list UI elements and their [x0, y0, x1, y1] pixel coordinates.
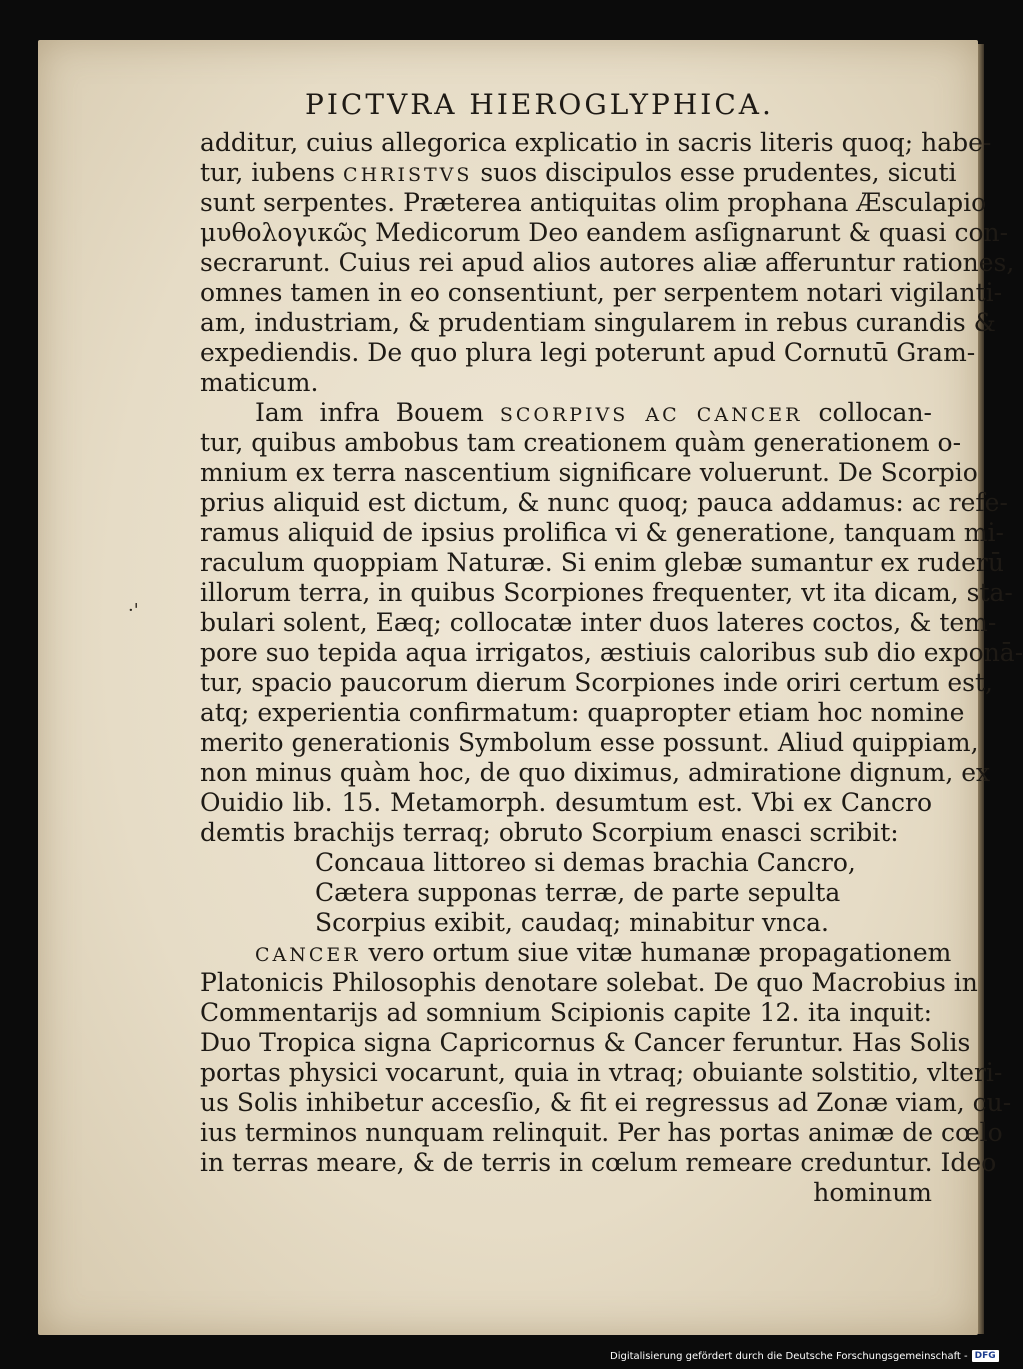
text-line: portas physici vocarunt, quia in vtraq; obuiante solstitio, vlteri- [200, 1058, 1003, 1087]
text-line: secrarunt. Cuius rei apud alios autores aliæ afferuntur rationes, [200, 248, 1015, 277]
small-caps-name: CANCER [255, 944, 361, 966]
catchword: hominum [813, 1178, 932, 1207]
verse-line: Cætera supponas terræ, de parte sepulta [315, 878, 841, 907]
text-line: mnium ex terra nascentium significare voluerunt. De Scorpio [200, 458, 978, 487]
text-line: illorum terra, in quibus Scorpiones frequenter, vt ita dicam, sta- [200, 578, 1013, 607]
text-line: μυθολογικῶς Medicorum Deo eandem asſignarunt & quasi con- [200, 218, 1009, 247]
text-line: in terras meare, & de terris in cœlum remeare creduntur. Ideo [200, 1148, 997, 1177]
body-text [200, 128, 1023, 1208]
text-line: raculum quoppiam Naturæ. Si enim glebæ sumantur ex ruderū [200, 548, 1004, 577]
text-line: Duo Tropica signa Capricornus & Cancer feruntur. Has Solis [200, 1028, 971, 1057]
running-head: PICTVRA HIEROGLYPHICA. [305, 88, 774, 121]
text-line: tur, spacio paucorum dierum Scorpiones inde oriri certum est, [200, 668, 993, 697]
text-line: merito generationis Symbolum esse possunt. Aliud quippiam, [200, 728, 979, 757]
text-line: tur, iubens CHRISTVS suos discipulos esse prudentes, sicuti [200, 158, 957, 187]
verse-line: Concaua littoreo si demas brachia Cancro, [315, 848, 856, 877]
text-line: demtis brachijs terraq; obruto Scorpium enasci scribit: [200, 818, 899, 847]
footer-text: Digitalisierung gefördert durch die Deutsche Forschungsgemeinschaft - [610, 1350, 968, 1362]
text-line: atq; experientia confirmatum: quapropter etiam hoc nomine [200, 698, 965, 727]
text-line: Ouidio lib. 15. Metamorph. desumtum est. Vbi ex Cancro [200, 788, 932, 817]
small-caps-name: CHRISTVS [343, 164, 473, 186]
text-line: Platonicis Philosophis denotare solebat. De quo Macrobius in [200, 968, 978, 997]
text-line: us Solis inhibetur accesſio, & fit ei regressus ad Zonæ viam, cu- [200, 1088, 1012, 1117]
text-line: Iam infra Bouem SCORPIVS AC CANCER collocan- [255, 398, 932, 427]
text-line: non minus quàm hoc, de quo diximus, admiratione dignum, ex [200, 758, 991, 787]
text-line: omnes tamen in eo consentiunt, per serpentem notari vigilanti- [200, 278, 1003, 307]
dfg-logo: DFG [972, 1350, 999, 1362]
verse-line: Scorpius exibit, caudaq; minabitur vnca. [315, 908, 829, 937]
text-line: prius aliquid est dictum, & nunc quoq; pauca addamus: ac refe- [200, 488, 1008, 517]
digitization-credit [610, 1350, 999, 1362]
margin-mark: ·' [128, 600, 139, 621]
text-line: maticum. [200, 368, 319, 397]
text-line: sunt serpentes. Præterea antiquitas olim prophana Æsculapio [200, 188, 987, 217]
text-line: bulari solent, Eæq; collocatæ inter duos lateres coctos, & tem- [200, 608, 997, 637]
text-line: ramus aliquid de ipsius prolifica vi & generatione, tanquam mi- [200, 518, 1004, 547]
text-line: additur, cuius allegorica explicatio in sacris literis quoq; habe- [200, 128, 992, 157]
text-line: Commentarijs ad somnium Scipionis capite 12. ita inquit: [200, 998, 932, 1027]
small-caps-name: SCORPIVS AC CANCER [499, 404, 803, 426]
text-line: pore suo tepida aqua irrigatos, æstiuis caloribus sub dio exponā- [200, 638, 1023, 667]
text-line: tur, quibus ambobus tam creationem quàm generationem o- [200, 428, 962, 457]
text-line: am, industriam, & prudentiam singularem in rebus curandis & [200, 308, 996, 337]
text-line: CANCER vero ortum siue vitæ humanæ propagationem [255, 938, 952, 967]
text-line: ius terminos nunquam relinquit. Per has portas animæ de cœlo [200, 1118, 1003, 1147]
text-line: expediendis. De quo plura legi poterunt apud Cornutū Gram- [200, 338, 976, 367]
